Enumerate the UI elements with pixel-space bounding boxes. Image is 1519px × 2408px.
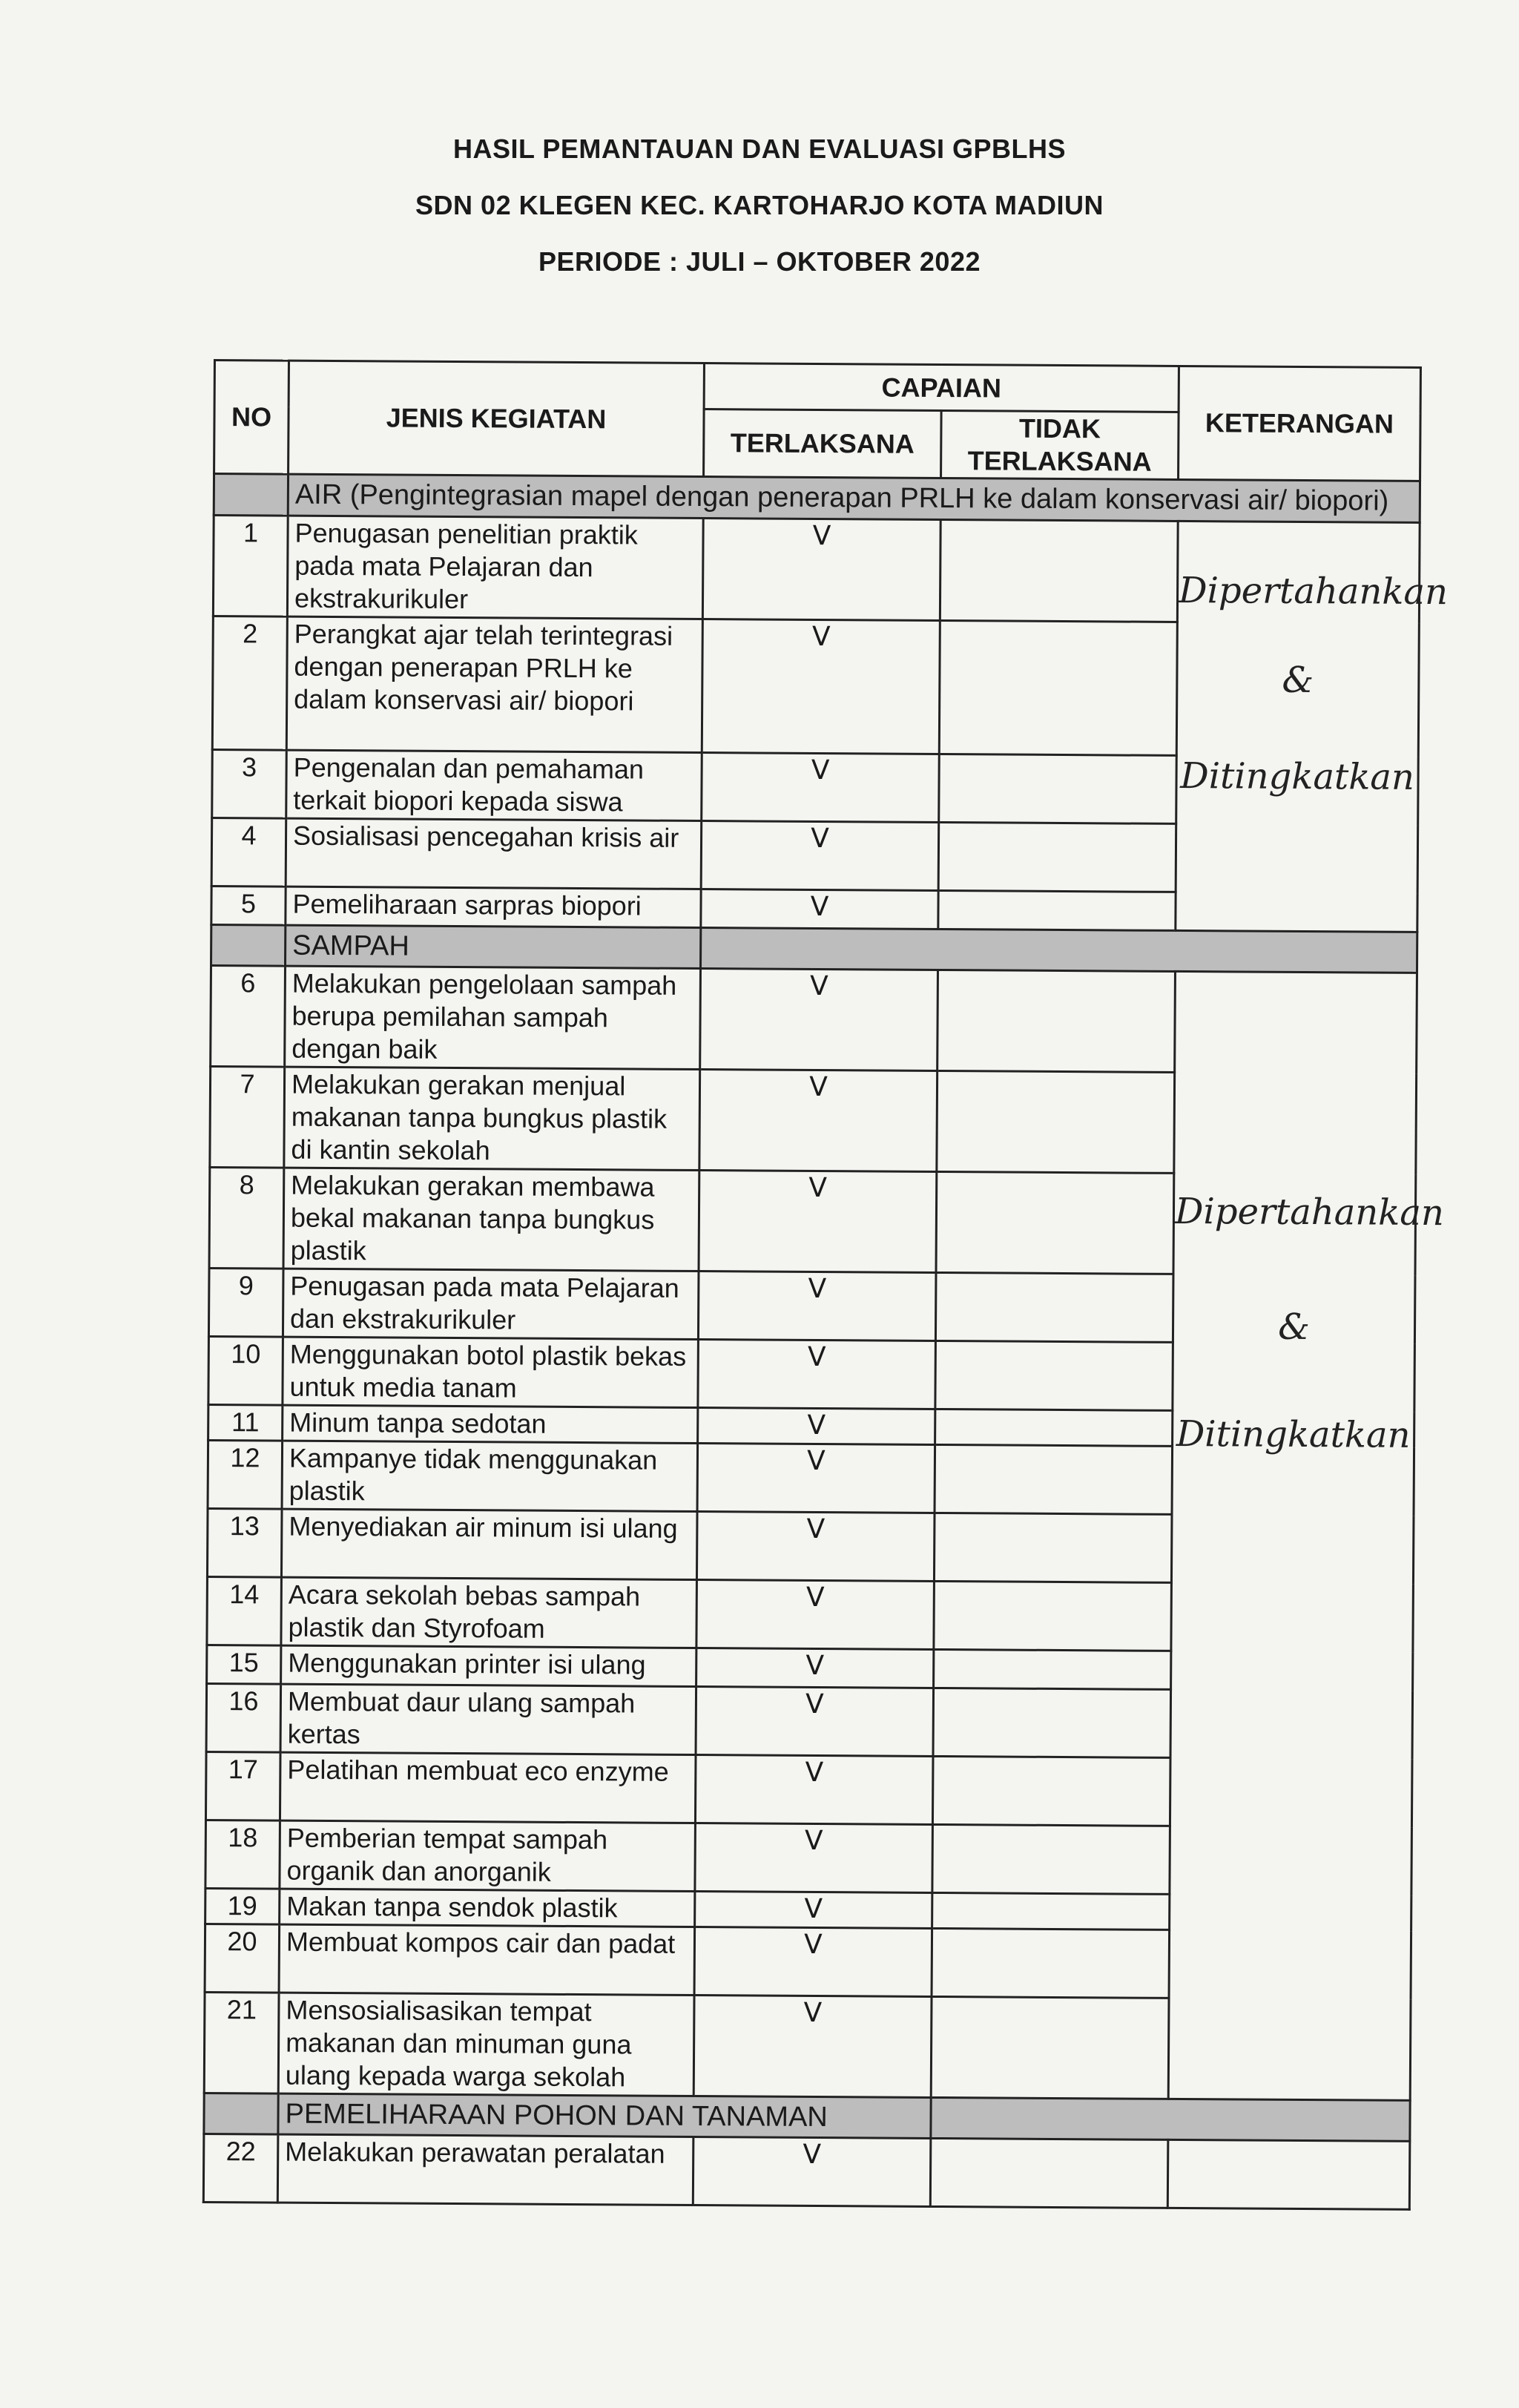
row-number: 14	[207, 1576, 282, 1645]
row-number: 9	[208, 1268, 283, 1337]
row-number: 10	[208, 1336, 283, 1405]
row-tidak-terlaksana	[938, 970, 1176, 1072]
row-activity: Menyediakan air minum isi ulang	[281, 1509, 697, 1579]
table-row	[213, 516, 1420, 624]
header-capaian: CAPAIAN	[704, 363, 1179, 412]
table-row	[211, 965, 1417, 1073]
row-tidak-terlaksana	[932, 1928, 1170, 1998]
row-number: 3	[212, 749, 287, 818]
row-tidak-terlaksana	[937, 1070, 1175, 1173]
row-tidak-terlaksana	[938, 822, 1176, 892]
row-activity: Menggunakan botol plastik bekas untuk media tanam	[283, 1337, 699, 1407]
row-terlaksana-check: V	[695, 1755, 933, 1825]
row-number: 19	[205, 1888, 280, 1924]
row-terlaksana-check: V	[699, 1171, 937, 1273]
row-terlaksana-check: V	[702, 519, 940, 621]
keterangan-sampah-line1: Dipertahankan	[1174, 1190, 1445, 1234]
header-keterangan: KETERANGAN	[1179, 366, 1421, 481]
header-tidak-terlaksana: TIDAK TERLAKSANA	[941, 410, 1179, 479]
evaluation-table	[202, 359, 1449, 2211]
row-terlaksana-check: V	[697, 1444, 935, 1513]
row-activity: Makan tanpa sendok plastik	[280, 1889, 695, 1927]
row-tidak-terlaksana	[938, 890, 1176, 930]
row-terlaksana-check: V	[696, 1580, 935, 1650]
row-terlaksana-check: V	[701, 889, 938, 930]
section-title-sampah: SAMPAH	[286, 925, 701, 968]
row-number: 15	[207, 1645, 281, 1684]
row-terlaksana-check: V	[698, 1408, 935, 1445]
keterangan-air-line1: Dipertahankan	[1178, 569, 1449, 613]
header-no: NO	[214, 361, 289, 475]
row-number: 20	[205, 1924, 280, 1993]
row-activity: Pemberian tempat sampah organik dan anorganik	[280, 1820, 696, 1891]
keterangan-sampah-line3: Ditingkatkan	[1176, 1412, 1411, 1456]
row-tidak-terlaksana	[933, 1688, 1171, 1757]
row-terlaksana-check: V	[698, 1272, 936, 1341]
row-tidak-terlaksana	[932, 1824, 1170, 1894]
row-activity: Membuat kompos cair dan padat	[279, 1924, 695, 1995]
row-terlaksana-check: V	[702, 619, 940, 754]
row-terlaksana-check: V	[699, 1070, 938, 1172]
section-row-sampah	[211, 924, 1417, 973]
row-tidak-terlaksana	[939, 620, 1177, 755]
row-activity: Pemeliharaan sarpras biopori	[286, 886, 701, 927]
row-number: 4	[211, 818, 286, 886]
row-activity: Mensosialisasikan tempat makanan dan minuman guna ulang kepada warga sekolah	[278, 1993, 694, 2096]
row-terlaksana-check: V	[695, 1892, 932, 1929]
keterangan-air	[1176, 521, 1449, 932]
document-title: HASIL PEMANTAUAN DAN EVALUASI GPBLHS	[452, 134, 1067, 164]
table-row	[203, 2134, 1410, 2209]
row-terlaksana-check: V	[696, 1512, 935, 1582]
keterangan-air-line3: Ditingkatkan	[1180, 754, 1415, 798]
row-tidak-terlaksana	[932, 1892, 1170, 1930]
section-title-air: AIR (Pengintegrasian mapel dengan penerapan PRLH ke dalam konservasi air/ biopori)	[288, 474, 1420, 522]
row-number: 12	[208, 1440, 283, 1509]
row-terlaksana-check: V	[696, 1687, 934, 1757]
row-tidak-terlaksana	[940, 519, 1178, 622]
row-terlaksana-check: V	[698, 1340, 936, 1409]
school-name: SDN 02 KLEGEN KEC. KARTOHARJO KOTA MADIUN	[415, 190, 1104, 220]
row-tidak-terlaksana	[935, 1272, 1173, 1342]
row-tidak-terlaksana	[935, 1444, 1173, 1514]
row-tidak-terlaksana	[935, 1409, 1173, 1446]
row-tidak-terlaksana	[931, 1996, 1169, 2099]
document-title-block	[0, 134, 1519, 303]
row-number: 7	[210, 1066, 285, 1168]
row-activity: Kampanye tidak menggunakan plastik	[282, 1441, 698, 1511]
row-activity: Melakukan gerakan menjual makanan tanpa bungkus plastik di kantin sekolah	[284, 1067, 700, 1170]
row-activity: Sosialisasi pencegahan krisis air	[286, 818, 702, 889]
row-keterangan	[1167, 2139, 1410, 2209]
row-activity: Penugasan pada mata Pelajaran dan ekstrakurikuler	[283, 1269, 699, 1339]
row-tidak-terlaksana	[932, 1756, 1170, 1826]
row-terlaksana-check: V	[696, 1648, 934, 1688]
row-activity: Perangkat ajar telah terintegrasi dengan penerapan PRLH ke dalam konservasi air/ biopori	[286, 616, 702, 752]
keterangan-sampah-line2: &	[1278, 1306, 1311, 1349]
row-terlaksana-check: V	[701, 821, 939, 891]
header-terlaksana: TERLAKSANA	[704, 409, 942, 478]
row-tidak-terlaksana	[939, 754, 1177, 823]
row-terlaksana-check: V	[694, 1927, 932, 1997]
row-activity: Melakukan gerakan membawa bekal makanan tanpa bungkus plastik	[283, 1168, 699, 1271]
row-activity: Menggunakan printer isi ulang	[281, 1645, 696, 1686]
row-activity: Melakukan perawatan peralatan	[277, 2134, 693, 2205]
row-tidak-terlaksana	[936, 1171, 1174, 1274]
row-number: 21	[204, 1992, 279, 2093]
row-activity: Membuat daur ulang sampah kertas	[280, 1684, 696, 1754]
row-number: 17	[205, 1751, 280, 1820]
keterangan-air-line2: &	[1282, 659, 1314, 702]
row-terlaksana-check: V	[700, 969, 938, 1071]
row-terlaksana-check: V	[693, 2136, 931, 2206]
row-number: 1	[213, 516, 288, 617]
row-number: 5	[211, 886, 286, 925]
row-terlaksana-check: V	[702, 753, 940, 823]
row-tidak-terlaksana	[935, 1340, 1173, 1410]
row-terlaksana-check: V	[693, 1995, 932, 2097]
row-tidak-terlaksana	[934, 1513, 1172, 1582]
row-number: 6	[211, 965, 286, 1067]
row-number: 8	[209, 1167, 284, 1269]
row-activity: Pelatihan membuat eco enzyme	[280, 1752, 696, 1823]
section-row-pohon	[204, 2093, 1410, 2141]
row-tidak-terlaksana	[930, 2138, 1168, 2208]
row-number: 16	[206, 1683, 281, 1752]
row-tidak-terlaksana	[934, 1581, 1172, 1651]
row-activity: Acara sekolah bebas sampah plastik dan Styrofoam	[281, 1577, 697, 1648]
row-activity: Melakukan pengelolaan sampah berupa pemilahan sampah dengan baik	[285, 966, 701, 1069]
row-number: 22	[203, 2134, 278, 2203]
row-activity: Pengenalan dan pemahaman terkait biopori kepada siswa	[286, 750, 702, 820]
row-number: 2	[212, 616, 287, 751]
row-terlaksana-check: V	[695, 1823, 933, 1893]
keterangan-sampah	[1168, 971, 1445, 2100]
period: PERIODE : JULI – OKTOBER 2022	[538, 246, 981, 277]
header-jenis-kegiatan: JENIS KEGIATAN	[289, 361, 705, 476]
section-row-air	[214, 474, 1420, 523]
row-number: 11	[208, 1404, 283, 1441]
section-title-pohon: PEMELIHARAAN POHON DAN TANAMAN	[278, 2093, 931, 2138]
row-activity: Penugasan penelitian praktik pada mata Pelajaran dan ekstrakurikuler	[287, 516, 703, 619]
row-number: 18	[205, 1820, 280, 1889]
row-activity: Minum tanpa sedotan	[283, 1405, 698, 1443]
row-tidak-terlaksana	[934, 1649, 1171, 1689]
row-number: 13	[207, 1508, 282, 1577]
